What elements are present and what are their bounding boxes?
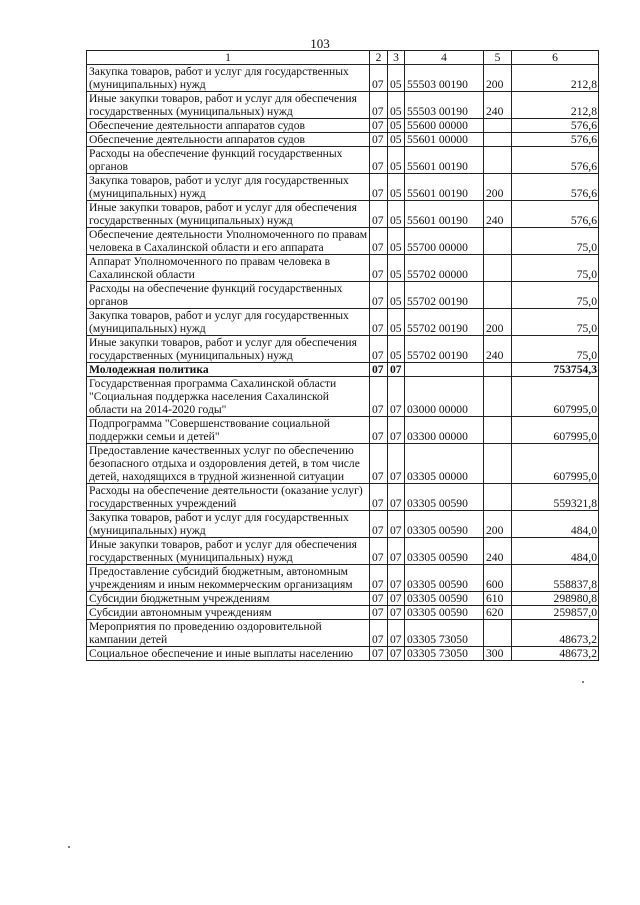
row-target-article: 55601 00190 (405, 147, 484, 174)
row-target-article: 55601 00190 (405, 174, 484, 201)
row-amount: 75,0 (512, 228, 599, 255)
row-expense-type (484, 119, 512, 133)
table-row (87, 377, 599, 417)
row-expense-type: 240 (484, 538, 512, 565)
row-target-article: 55700 00000 (405, 228, 484, 255)
row-section: 07 (370, 444, 388, 484)
row-amount: 75,0 (512, 309, 599, 336)
row-amount: 576,6 (512, 119, 599, 133)
row-name: Расходы на обеспечение функций государственных органов (87, 147, 370, 174)
row-amount: 212,8 (512, 92, 599, 119)
row-subsection: 05 (388, 282, 405, 309)
row-name: Социальное обеспечение и иные выплаты населению (87, 647, 370, 661)
row-subsection: 05 (388, 309, 405, 336)
row-target-article: 03305 00590 (405, 592, 484, 606)
budget-table (86, 50, 599, 661)
row-expense-type (484, 377, 512, 417)
table-row (87, 592, 599, 606)
header-col-5: 5 (484, 51, 512, 65)
row-name: Подпрограмма "Совершенствование социальной поддержки семьи и детей" (87, 417, 370, 444)
row-section: 07 (370, 201, 388, 228)
row-section: 07 (370, 92, 388, 119)
row-target-article: 55600 00000 (405, 119, 484, 133)
table-row (87, 228, 599, 255)
row-subsection: 07 (388, 484, 405, 511)
row-subsection: 05 (388, 255, 405, 282)
row-target-article: 55702 00190 (405, 282, 484, 309)
row-name: Иные закупки товаров, работ и услуг для обеспечения государственных (муниципальных) нужд (87, 201, 370, 228)
table-row (87, 620, 599, 647)
row-subsection: 07 (388, 363, 405, 377)
table-row (87, 606, 599, 620)
table-row (87, 65, 599, 92)
row-expense-type: 240 (484, 201, 512, 228)
row-subsection: 05 (388, 65, 405, 92)
row-section: 07 (370, 484, 388, 511)
table-row (87, 565, 599, 592)
row-amount: 298980,8 (512, 592, 599, 606)
row-subsection: 07 (388, 647, 405, 661)
row-subsection: 07 (388, 511, 405, 538)
row-name: Закупка товаров, работ и услуг для государственных (муниципальных) нужд (87, 174, 370, 201)
row-subsection: 05 (388, 228, 405, 255)
row-name: Обеспечение деятельности аппаратов судов (87, 119, 370, 133)
table-header-row (87, 51, 599, 65)
table-row (87, 363, 599, 377)
row-section: 07 (370, 147, 388, 174)
row-amount: 212,8 (512, 65, 599, 92)
row-target-article: 03000 00000 (405, 377, 484, 417)
row-name: Иные закупки товаров, работ и услуг для обеспечения государственных (муниципальных) нужд (87, 538, 370, 565)
row-subsection: 07 (388, 606, 405, 620)
row-section: 07 (370, 119, 388, 133)
row-amount: 75,0 (512, 255, 599, 282)
row-amount: 75,0 (512, 336, 599, 363)
table-row (87, 133, 599, 147)
table-row (87, 147, 599, 174)
row-target-article: 03305 00590 (405, 606, 484, 620)
row-section: 07 (370, 417, 388, 444)
row-target-article: 55702 00190 (405, 336, 484, 363)
table-row (87, 201, 599, 228)
row-subsection: 07 (388, 592, 405, 606)
row-expense-type: 240 (484, 336, 512, 363)
table-row (87, 647, 599, 661)
row-subsection: 07 (388, 444, 405, 484)
row-expense-type (484, 620, 512, 647)
row-target-article: 55503 00190 (405, 92, 484, 119)
row-name: Расходы на обеспечение функций государственных органов (87, 282, 370, 309)
row-expense-type: 200 (484, 309, 512, 336)
row-subsection: 05 (388, 133, 405, 147)
row-amount: 259857,0 (512, 606, 599, 620)
row-target-article: 03305 73050 (405, 647, 484, 661)
row-section: 07 (370, 647, 388, 661)
table-row (87, 309, 599, 336)
row-expense-type: 300 (484, 647, 512, 661)
row-name: Мероприятия по проведению оздоровительной кампании детей (87, 620, 370, 647)
row-name: Обеспечение деятельности аппаратов судов (87, 133, 370, 147)
row-name: Закупка товаров, работ и услуг для государственных (муниципальных) нужд (87, 65, 370, 92)
row-expense-type (484, 282, 512, 309)
row-expense-type (484, 147, 512, 174)
row-expense-type (484, 444, 512, 484)
row-target-article: 55601 00190 (405, 201, 484, 228)
table-row (87, 336, 599, 363)
row-amount: 484,0 (512, 511, 599, 538)
row-expense-type (484, 133, 512, 147)
row-section: 07 (370, 65, 388, 92)
row-expense-type: 200 (484, 174, 512, 201)
row-subsection: 05 (388, 119, 405, 133)
row-expense-type (484, 228, 512, 255)
row-expense-type (484, 255, 512, 282)
row-amount: 558837,8 (512, 565, 599, 592)
row-section: 07 (370, 511, 388, 538)
row-expense-type (484, 417, 512, 444)
row-section: 07 (370, 363, 388, 377)
row-name: Субсидии бюджетным учреждениям (87, 592, 370, 606)
table-row (87, 484, 599, 511)
row-amount: 559321,8 (512, 484, 599, 511)
row-target-article: 55702 00190 (405, 309, 484, 336)
row-name: Субсидии автономным учреждениям (87, 606, 370, 620)
row-subsection: 05 (388, 174, 405, 201)
row-expense-type: 200 (484, 511, 512, 538)
row-name: Обеспечение деятельности Уполномоченного по правам человека в Сахалинской области и его аппарата (87, 228, 370, 255)
row-section: 07 (370, 538, 388, 565)
row-subsection: 05 (388, 336, 405, 363)
row-target-article: 55503 00190 (405, 65, 484, 92)
row-target-article: 03305 00590 (405, 484, 484, 511)
row-subsection: 07 (388, 620, 405, 647)
row-amount: 607995,0 (512, 444, 599, 484)
row-name: Предоставление субсидий бюджетным, автономным учреждениям и иным некоммерческим организациям (87, 565, 370, 592)
row-expense-type (484, 484, 512, 511)
row-name: Иные закупки товаров, работ и услуг для обеспечения государственных (муниципальных) нужд (87, 336, 370, 363)
row-target-article: 03305 00590 (405, 538, 484, 565)
row-section: 07 (370, 255, 388, 282)
table-row (87, 444, 599, 484)
row-target-article: 03305 00000 (405, 444, 484, 484)
row-name: Расходы на обеспечение деятельности (оказание услуг) государственных учреждений (87, 484, 370, 511)
row-amount: 753754,3 (512, 363, 599, 377)
scan-speck (68, 846, 70, 848)
table-row (87, 282, 599, 309)
row-amount: 576,6 (512, 147, 599, 174)
row-expense-type: 610 (484, 592, 512, 606)
row-target-article: 03305 73050 (405, 620, 484, 647)
table-row (87, 119, 599, 133)
row-subsection: 07 (388, 417, 405, 444)
row-section: 07 (370, 309, 388, 336)
row-section: 07 (370, 174, 388, 201)
row-name: Государственная программа Сахалинской области "Социальная поддержка населения Сахалинской области на 2014-2020 годы" (87, 377, 370, 417)
row-expense-type: 600 (484, 565, 512, 592)
row-section: 07 (370, 377, 388, 417)
row-amount: 607995,0 (512, 417, 599, 444)
row-target-article (405, 363, 484, 377)
row-expense-type (484, 363, 512, 377)
row-amount: 576,6 (512, 133, 599, 147)
row-target-article: 55601 00000 (405, 133, 484, 147)
row-expense-type: 200 (484, 65, 512, 92)
table-body (87, 65, 599, 661)
page-number: 103 (310, 36, 330, 51)
table-row (87, 174, 599, 201)
header-col-1: 1 (87, 51, 370, 65)
row-subsection: 07 (388, 565, 405, 592)
row-name: Молодежная политика (87, 363, 370, 377)
row-name: Закупка товаров, работ и услуг для государственных (муниципальных) нужд (87, 511, 370, 538)
row-subsection: 05 (388, 147, 405, 174)
row-name: Закупка товаров, работ и услуг для государственных (муниципальных) нужд (87, 309, 370, 336)
header-col-4: 4 (405, 51, 484, 65)
row-target-article: 03300 00000 (405, 417, 484, 444)
row-name: Предоставление качественных услуг по обеспечению безопасного отдыха и оздоровления детей, в том числе детей, находящихся в трудной жизненной ситуации (87, 444, 370, 484)
table-row (87, 538, 599, 565)
row-name: Иные закупки товаров, работ и услуг для обеспечения государственных (муниципальных) нужд (87, 92, 370, 119)
row-amount: 576,6 (512, 201, 599, 228)
table-row (87, 511, 599, 538)
table-row (87, 417, 599, 444)
row-amount: 48673,2 (512, 620, 599, 647)
row-expense-type: 240 (484, 92, 512, 119)
row-target-article: 03305 00590 (405, 565, 484, 592)
row-subsection: 05 (388, 92, 405, 119)
row-section: 07 (370, 606, 388, 620)
header-col-6: 6 (512, 51, 599, 65)
row-section: 07 (370, 565, 388, 592)
row-section: 07 (370, 336, 388, 363)
row-amount: 576,6 (512, 174, 599, 201)
row-section: 07 (370, 620, 388, 647)
row-subsection: 07 (388, 377, 405, 417)
header-col-2: 2 (370, 51, 388, 65)
row-amount: 48673,2 (512, 647, 599, 661)
header-col-3: 3 (388, 51, 405, 65)
row-subsection: 05 (388, 201, 405, 228)
row-name: Аппарат Уполномоченного по правам человека в Сахалинской области (87, 255, 370, 282)
table-row (87, 255, 599, 282)
row-target-article: 55702 00000 (405, 255, 484, 282)
scan-speck (582, 681, 584, 683)
row-amount: 484,0 (512, 538, 599, 565)
row-section: 07 (370, 282, 388, 309)
row-section: 07 (370, 592, 388, 606)
row-section: 07 (370, 228, 388, 255)
row-target-article: 03305 00590 (405, 511, 484, 538)
row-section: 07 (370, 133, 388, 147)
row-expense-type: 620 (484, 606, 512, 620)
row-amount: 75,0 (512, 282, 599, 309)
row-subsection: 07 (388, 538, 405, 565)
table-row (87, 92, 599, 119)
row-amount: 607995,0 (512, 377, 599, 417)
